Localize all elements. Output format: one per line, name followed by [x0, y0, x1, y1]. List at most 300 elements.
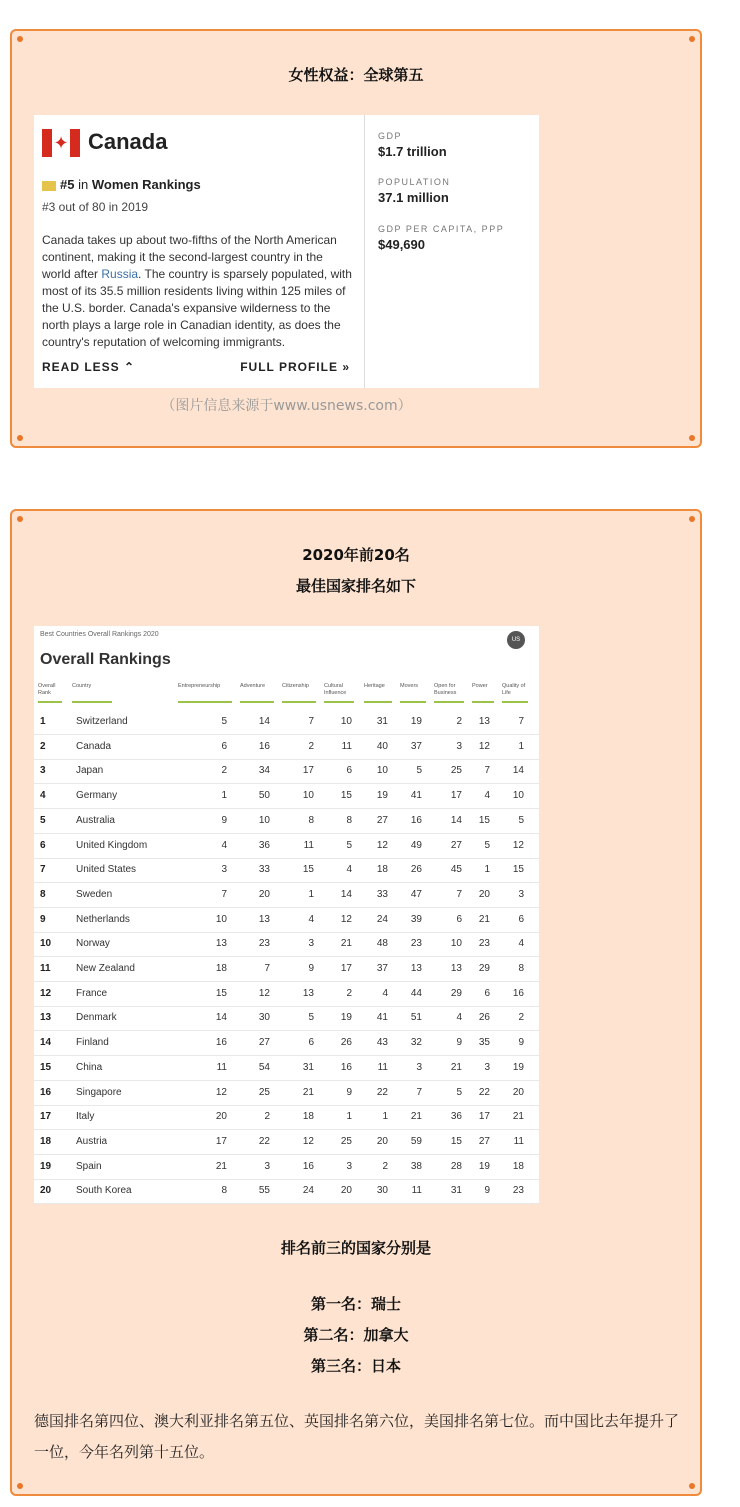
- rank-cell: 19: [40, 1160, 52, 1172]
- score-cell: 51: [410, 1012, 422, 1024]
- score-cell: 14: [450, 814, 462, 826]
- score-cell: 7: [264, 963, 270, 974]
- score-cell: 12: [478, 740, 490, 752]
- score-cell: 10: [340, 716, 352, 727]
- score-cell: 5: [456, 1086, 462, 1098]
- table-row: [34, 1105, 539, 1130]
- score-cell: 7: [308, 716, 314, 727]
- score-cell: 10: [215, 913, 227, 925]
- rank-in: in: [78, 177, 89, 192]
- country-name: Canada: [88, 129, 168, 154]
- score-cell: 12: [512, 839, 524, 851]
- country-cell: Singapore: [76, 1086, 122, 1098]
- rank-cell: 13: [40, 1012, 52, 1024]
- corner-dot: [689, 36, 695, 42]
- section-heading-line1: 2020年前20名: [302, 546, 410, 564]
- header-underline: [472, 701, 494, 703]
- canada-profile-image: [34, 115, 539, 388]
- score-cell: 11: [411, 1185, 422, 1197]
- score-cell: 4: [518, 938, 524, 950]
- score-cell: 15: [478, 814, 490, 826]
- population-value: 37.1 million: [378, 190, 449, 205]
- score-cell: 21: [410, 1111, 422, 1123]
- score-cell: 11: [341, 740, 352, 752]
- score-cell: 4: [456, 1012, 462, 1024]
- score-cell: 25: [258, 1086, 270, 1098]
- score-cell: 33: [258, 864, 270, 876]
- score-cell: 59: [410, 1135, 422, 1147]
- table-row: [34, 759, 539, 784]
- country-cell: Australia: [76, 814, 115, 826]
- score-cell: 7: [518, 716, 524, 727]
- score-cell: 35: [478, 1037, 490, 1049]
- column-header: Entrepreneurship: [178, 683, 221, 689]
- score-cell: 4: [484, 790, 490, 802]
- rank-sub: #3 out of 80 in 2019: [42, 200, 149, 214]
- score-cell: 2: [382, 1160, 388, 1172]
- rank-cell: 6: [40, 839, 46, 851]
- score-cell: 31: [302, 1061, 314, 1073]
- score-cell: 1: [484, 864, 490, 876]
- score-cell: 19: [478, 1160, 490, 1172]
- score-cell: 2: [221, 765, 227, 777]
- score-cell: 25: [340, 1135, 352, 1147]
- score-cell: 4: [308, 913, 314, 925]
- table-row: [34, 834, 539, 859]
- column-header: Quality of Life: [502, 683, 526, 696]
- country-cell: Spain: [76, 1160, 102, 1172]
- score-cell: 19: [410, 716, 422, 727]
- score-cell: 37: [410, 740, 422, 752]
- section-heading-line2: 最佳国家排名如下: [295, 577, 416, 595]
- score-cell: 47: [410, 888, 422, 900]
- score-cell: 49: [410, 839, 422, 851]
- score-cell: 9: [518, 1037, 524, 1049]
- rank-cell: 18: [40, 1135, 52, 1147]
- column-header: Country: [72, 683, 92, 689]
- score-cell: 16: [410, 814, 422, 826]
- score-cell: 17: [340, 963, 352, 974]
- score-cell: 22: [376, 1086, 388, 1098]
- country-cell: New Zealand: [76, 963, 135, 974]
- score-cell: 15: [340, 790, 352, 802]
- score-cell: 3: [308, 938, 314, 950]
- score-cell: 31: [376, 716, 388, 727]
- score-cell: 55: [258, 1185, 270, 1197]
- country-cell: Switzerland: [76, 716, 128, 727]
- women-rights-card: [10, 29, 702, 448]
- table-row: [34, 957, 539, 982]
- score-cell: 41: [410, 790, 422, 802]
- score-cell: 25: [450, 765, 462, 777]
- country-cell: Denmark: [76, 1012, 117, 1024]
- score-cell: 48: [376, 938, 388, 950]
- corner-dot: [17, 435, 23, 441]
- score-cell: 41: [376, 1012, 388, 1024]
- rank-cell: 4: [40, 790, 46, 802]
- score-cell: 8: [221, 1185, 227, 1197]
- score-cell: 27: [258, 1037, 270, 1049]
- rank-category: Women Rankings: [91, 177, 201, 192]
- score-cell: 10: [302, 790, 314, 802]
- score-cell: 29: [450, 987, 462, 999]
- profile-main: [34, 115, 365, 388]
- score-cell: 19: [340, 1012, 352, 1024]
- image-source-caption: （图片信息来源于www.usnews.com）: [161, 398, 412, 414]
- score-cell: 13: [302, 987, 314, 999]
- score-cell: 9: [221, 814, 227, 826]
- table-row: [34, 809, 539, 834]
- corner-dot: [689, 1483, 695, 1489]
- score-cell: 17: [450, 790, 462, 802]
- score-cell: 8: [308, 814, 314, 826]
- top3-heading: 排名前三的国家分别是: [280, 1239, 431, 1257]
- column-header: Adventure: [240, 683, 266, 689]
- score-cell: 20: [376, 1135, 388, 1147]
- table-row: [34, 982, 539, 1007]
- overall-rankings-table-image: [34, 626, 539, 1204]
- country-description: Canada takes up about two-fifths of the North American continent, making it the second-largest country in the world after Russia. The country is sparsely populated, with most of its 35.5 million residents living within 125 miles of the U.S. border. Canada's expansive wilderness to the north plays a large role in Canadian identity, as does the country's reputation of welcoming immigrants.: [42, 233, 352, 349]
- score-cell: 7: [416, 1086, 422, 1098]
- score-cell: 3: [456, 740, 462, 752]
- gdp-label: GDP: [378, 131, 403, 141]
- table-title: Overall Rankings: [40, 651, 171, 668]
- russia-link: Russia: [101, 267, 139, 281]
- score-cell: 20: [478, 888, 490, 900]
- score-cell: 4: [382, 987, 388, 999]
- corner-dot: [689, 435, 695, 441]
- score-cell: 2: [264, 1111, 270, 1123]
- score-cell: 20: [340, 1185, 352, 1197]
- score-cell: 12: [215, 1086, 227, 1098]
- second-place: 第二名：加拿大: [303, 1326, 409, 1344]
- table-row: [34, 883, 539, 908]
- score-cell: 27: [478, 1135, 490, 1147]
- table-row: [34, 908, 539, 933]
- score-cell: 22: [478, 1086, 490, 1098]
- score-cell: 22: [258, 1135, 270, 1147]
- score-cell: 2: [308, 740, 314, 752]
- table-row: [34, 710, 539, 735]
- column-header: Cultural Influence: [324, 683, 347, 696]
- score-cell: 11: [513, 1135, 524, 1147]
- corner-dot: [17, 1483, 23, 1489]
- score-cell: 19: [512, 1061, 524, 1073]
- score-cell: 44: [410, 987, 422, 999]
- score-cell: 26: [478, 1012, 490, 1024]
- score-cell: 18: [512, 1160, 524, 1172]
- score-cell: 2: [346, 987, 352, 999]
- score-cell: 3: [416, 1061, 422, 1073]
- country-cell: France: [76, 987, 108, 999]
- rank-line: [42, 177, 201, 192]
- score-cell: 29: [478, 963, 490, 974]
- score-cell: 3: [518, 888, 524, 900]
- rank-cell: 7: [40, 864, 46, 876]
- score-cell: 34: [258, 765, 270, 777]
- score-cell: 30: [258, 1012, 270, 1024]
- table-row: [34, 784, 539, 809]
- score-cell: 8: [346, 814, 352, 826]
- score-cell: 4: [221, 839, 227, 851]
- rank-cell: 11: [40, 963, 51, 974]
- table-row: [34, 1155, 539, 1180]
- score-cell: 12: [302, 1135, 314, 1147]
- rank-cell: 1: [40, 716, 46, 727]
- score-cell: 1: [518, 740, 524, 752]
- country-cell: South Korea: [76, 1185, 132, 1197]
- score-cell: 2: [456, 716, 462, 727]
- score-cell: 12: [258, 987, 270, 999]
- score-cell: 9: [484, 1185, 490, 1197]
- score-cell: 13: [410, 963, 422, 974]
- table-small-title: Best Countries Overall Rankings 2020: [40, 631, 159, 638]
- rank-cell: 14: [40, 1037, 52, 1049]
- header-underline: [178, 701, 232, 703]
- score-cell: 10: [512, 790, 524, 802]
- header-underline: [400, 701, 426, 703]
- score-cell: 17: [478, 1111, 490, 1123]
- header-underline: [434, 701, 464, 703]
- score-cell: 16: [340, 1061, 352, 1073]
- score-cell: 5: [346, 839, 352, 851]
- score-cell: 15: [450, 1135, 462, 1147]
- score-cell: 10: [450, 938, 462, 950]
- population-label: POPULATION: [378, 177, 451, 187]
- country-cell: Finland: [76, 1037, 109, 1049]
- score-cell: 17: [302, 765, 314, 777]
- table-row: [34, 1179, 539, 1204]
- score-cell: 23: [410, 938, 422, 950]
- table-row: [34, 1130, 539, 1155]
- score-cell: 12: [340, 913, 352, 925]
- score-cell: 12: [376, 839, 388, 851]
- country-cell: Netherlands: [76, 913, 130, 925]
- column-header: Overall Rank: [38, 683, 56, 696]
- score-cell: 16: [302, 1160, 314, 1172]
- score-cell: 7: [456, 888, 462, 900]
- country-cell: Germany: [76, 790, 118, 802]
- score-cell: 6: [484, 987, 490, 999]
- country-cell: Italy: [76, 1111, 95, 1123]
- score-cell: 14: [340, 888, 352, 900]
- table-row: [34, 1006, 539, 1031]
- score-cell: 13: [258, 913, 270, 925]
- score-cell: 3: [264, 1160, 270, 1172]
- gdp-per-capita-value: $49,690: [378, 237, 425, 252]
- country-cell: Norway: [76, 938, 110, 950]
- score-cell: 43: [376, 1037, 388, 1049]
- score-cell: 8: [518, 963, 524, 974]
- score-cell: 3: [221, 864, 227, 876]
- score-cell: 37: [376, 963, 388, 974]
- header-underline: [364, 701, 392, 703]
- rank-cell: 17: [40, 1111, 52, 1123]
- corner-dot: [17, 516, 23, 522]
- usnews-logo-icon: US: [507, 631, 525, 649]
- score-cell: 15: [512, 864, 524, 876]
- score-cell: 31: [450, 1185, 462, 1197]
- gdp-per-capita-label: GDP PER CAPITA, PPP: [378, 224, 505, 234]
- score-cell: 1: [346, 1111, 352, 1123]
- score-cell: 5: [484, 839, 490, 851]
- score-cell: 27: [376, 814, 388, 826]
- header-underline: [502, 701, 528, 703]
- score-cell: 17: [215, 1135, 227, 1147]
- first-place: 第一名：瑞士: [310, 1295, 401, 1313]
- score-cell: 16: [258, 740, 270, 752]
- score-cell: 20: [512, 1086, 524, 1098]
- score-cell: 16: [512, 987, 524, 999]
- score-cell: 20: [215, 1111, 227, 1123]
- score-cell: 11: [377, 1061, 388, 1073]
- read-less-link: READ LESS ⌃: [42, 360, 136, 374]
- country-cell: Austria: [76, 1135, 108, 1147]
- country-cell: Canada: [76, 740, 112, 752]
- score-cell: 21: [512, 1111, 524, 1123]
- score-cell: 6: [518, 913, 524, 925]
- score-cell: 14: [215, 1012, 227, 1024]
- table-row: [34, 1056, 539, 1081]
- table-row: [34, 1081, 539, 1106]
- corner-dot: [689, 516, 695, 522]
- score-cell: 5: [221, 716, 227, 727]
- score-cell: 26: [410, 864, 422, 876]
- score-cell: 14: [258, 716, 270, 727]
- score-cell: 4: [346, 864, 352, 876]
- score-cell: 6: [456, 913, 462, 925]
- summary-paragraph: 德国排名第四位、澳大利亚排名第五位、英国排名第六位，美国排名第七位。而中国比去年提升了一位，今年名列第十五位。: [34, 1412, 680, 1461]
- rank-cell: 8: [40, 888, 46, 900]
- score-cell: 45: [450, 864, 462, 876]
- header-underline: [240, 701, 274, 703]
- score-cell: 28: [450, 1160, 462, 1172]
- score-cell: 13: [215, 938, 227, 950]
- column-header: Citizenship: [282, 683, 309, 689]
- column-header: Power: [472, 683, 488, 689]
- country-cell: Sweden: [76, 888, 113, 900]
- score-cell: 6: [308, 1037, 314, 1049]
- score-cell: 40: [376, 740, 388, 752]
- score-cell: 7: [221, 888, 227, 900]
- header-underline: [38, 701, 62, 703]
- score-cell: 38: [410, 1160, 422, 1172]
- score-cell: 21: [302, 1086, 314, 1098]
- rank-cell: 9: [40, 913, 46, 925]
- score-cell: 36: [450, 1111, 462, 1123]
- table-row: [34, 735, 539, 760]
- rank-cell: 12: [40, 987, 52, 999]
- gdp-value: $1.7 trillion: [378, 144, 447, 159]
- score-cell: 11: [216, 1061, 227, 1073]
- ranking-badge-icon: [42, 181, 56, 191]
- country-cell: Japan: [76, 765, 104, 777]
- rank-number: #5: [60, 177, 75, 192]
- score-cell: 21: [340, 938, 352, 950]
- section-heading: 女性权益：全球第五: [288, 66, 424, 84]
- column-header: Heritage: [364, 683, 385, 689]
- score-cell: 5: [416, 765, 422, 777]
- score-cell: 15: [302, 864, 314, 876]
- rank-cell: 15: [40, 1061, 52, 1073]
- rankings-card: [10, 509, 702, 1496]
- score-cell: 1: [221, 790, 227, 802]
- score-cell: 23: [478, 938, 490, 950]
- score-cell: 15: [215, 987, 227, 999]
- score-cell: 33: [376, 888, 388, 900]
- score-cell: 6: [346, 765, 352, 777]
- score-cell: 24: [376, 913, 388, 925]
- column-header: Movers: [400, 683, 419, 689]
- score-cell: 39: [410, 913, 422, 925]
- score-cell: 30: [376, 1185, 388, 1197]
- rank-cell: 2: [40, 740, 46, 752]
- rank-cell: 16: [40, 1086, 52, 1098]
- rank-cell: 20: [40, 1185, 52, 1197]
- third-place: 第三名：日本: [310, 1357, 401, 1375]
- score-cell: 9: [456, 1037, 462, 1049]
- score-cell: 21: [215, 1160, 227, 1172]
- score-cell: 23: [512, 1185, 524, 1197]
- score-cell: 7: [484, 765, 490, 777]
- header-underline: [324, 701, 354, 703]
- score-cell: 26: [340, 1037, 352, 1049]
- rank-cell: 10: [40, 938, 52, 950]
- rank-cell: 3: [40, 765, 46, 777]
- score-cell: 10: [376, 765, 388, 777]
- table-row: [34, 1031, 539, 1056]
- score-cell: 5: [308, 1012, 314, 1024]
- country-cell: China: [76, 1061, 103, 1073]
- table-row: [34, 932, 539, 957]
- score-cell: 36: [258, 839, 270, 851]
- score-cell: 21: [450, 1061, 462, 1073]
- score-cell: 18: [302, 1111, 314, 1123]
- country-cell: United States: [76, 864, 137, 876]
- score-cell: 13: [450, 963, 462, 974]
- score-cell: 32: [410, 1037, 422, 1049]
- score-cell: 18: [215, 963, 227, 974]
- score-cell: 10: [258, 814, 270, 826]
- header-underline: [282, 701, 316, 703]
- score-cell: 2: [518, 1012, 524, 1024]
- score-cell: 54: [258, 1061, 270, 1073]
- column-header: Open for Business: [434, 683, 457, 696]
- score-cell: 11: [303, 839, 314, 851]
- score-cell: 21: [478, 913, 490, 925]
- table-row: [34, 858, 539, 883]
- score-cell: 27: [450, 839, 462, 851]
- score-cell: 6: [221, 740, 227, 752]
- header-underline: [72, 701, 112, 703]
- score-cell: 3: [346, 1160, 352, 1172]
- score-cell: 16: [215, 1037, 227, 1049]
- country-cell: United Kingdom: [76, 839, 148, 851]
- score-cell: 24: [302, 1185, 314, 1197]
- score-cell: 13: [478, 716, 490, 727]
- score-cell: 23: [258, 938, 270, 950]
- score-cell: 18: [376, 864, 388, 876]
- score-cell: 9: [346, 1086, 352, 1098]
- score-cell: 50: [258, 790, 270, 802]
- score-cell: 5: [518, 814, 524, 826]
- canada-flag-icon: ✦: [42, 129, 80, 157]
- score-cell: 3: [484, 1061, 490, 1073]
- full-profile-link: FULL PROFILE »: [240, 360, 350, 374]
- score-cell: 19: [376, 790, 388, 802]
- score-cell: 14: [512, 765, 524, 777]
- corner-dot: [17, 36, 23, 42]
